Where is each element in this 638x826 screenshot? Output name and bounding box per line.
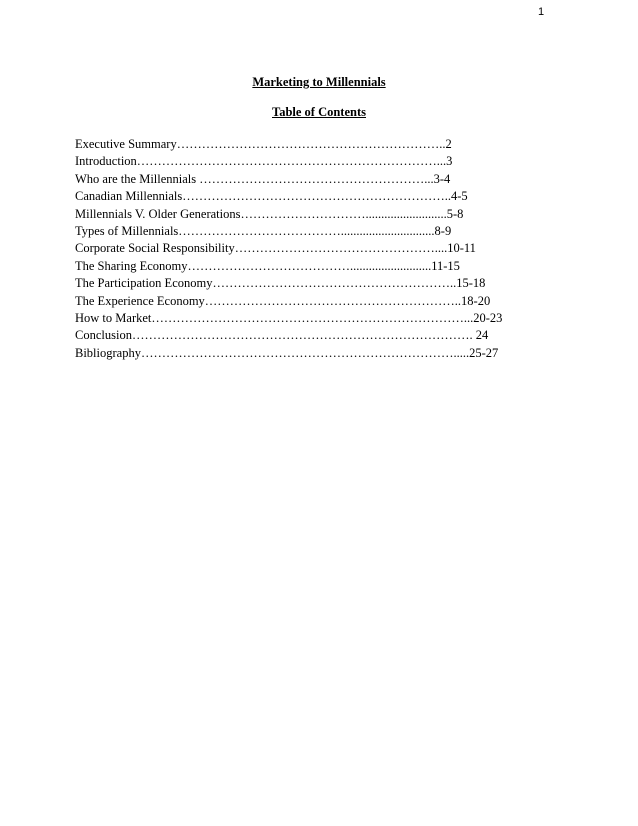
toc-entry-sharing-economy: The Sharing Economy…………………………………..........................11-15 (75, 258, 460, 273)
toc-entry-millennials-v-older-generations: Millennials V. Older Generations…………………………..........................5-8 (75, 206, 464, 221)
toc-entry-executive-summary: Executive Summary………………………………………………………..2 (75, 137, 452, 151)
toc-entry-bibliography: Bibliography………………………………………………………………….....25-27 (75, 345, 499, 360)
toc-entry-experience-economy: The Experience Economy……………………………………………………..18-20 (75, 293, 491, 308)
toc-heading: Table of Contents (272, 105, 366, 119)
toc-entry-types-of-millennials: Types of Millennials…………………………………..............................8-9 (75, 223, 452, 238)
page-number: 1 (538, 6, 545, 18)
toc-entry-corporate-social-responsibility: Corporate Social Responsibility…………………………………………....10-11 (75, 241, 476, 256)
toc-entry-participation-economy: The Participation Economy…………………………………………………..15-18 (75, 276, 486, 291)
toc-entry-conclusion: Conclusion………………………………………………………………………. 24 (75, 328, 489, 343)
toc-entry-how-to-market: How to Market…………………………………………………………………...20-23 (75, 310, 503, 325)
toc-entry-canadian-millennials: Canadian Millennials………………………………………………………..4-5 (75, 189, 468, 204)
toc-entry-who-are-the-millennials: Who are the Millennials ………………………………………………...3-4 (75, 171, 451, 186)
document-title: Marketing to Millennials (252, 75, 386, 89)
toc-entry-introduction: Introduction………………………………………………………………...3 (75, 154, 453, 169)
toc-list (75, 136, 502, 362)
